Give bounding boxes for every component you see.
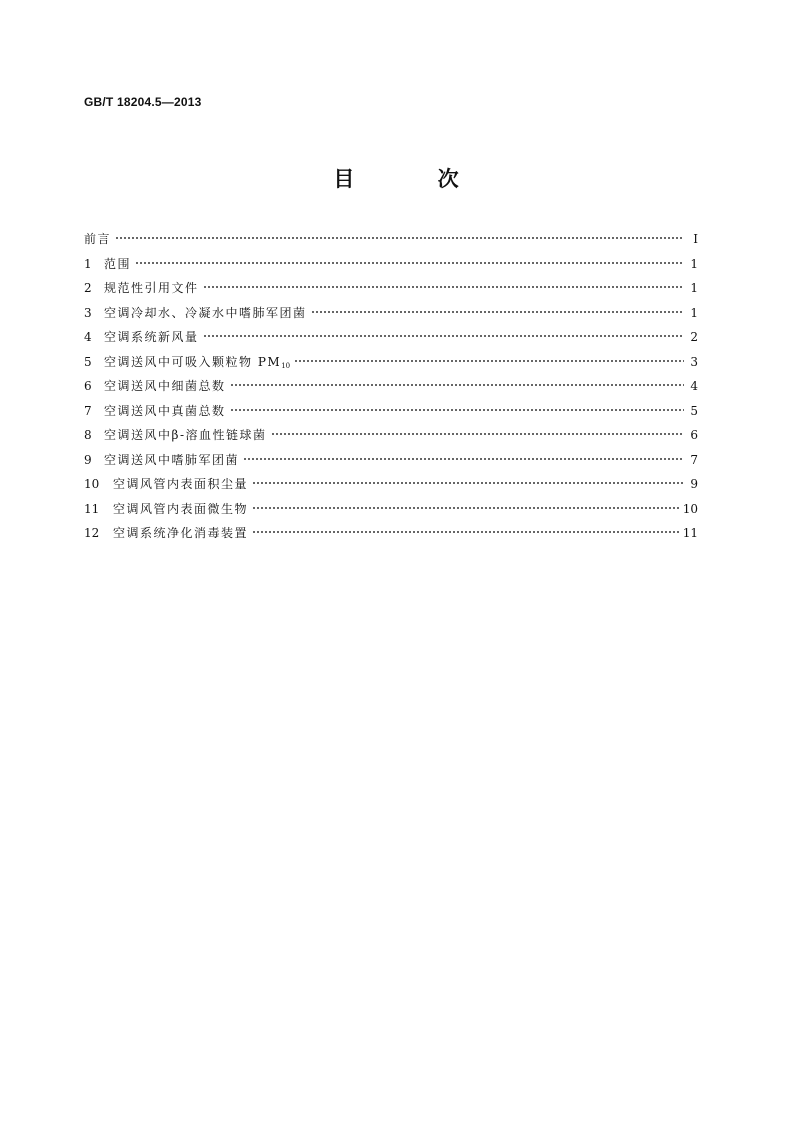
toc-entry-title [113,499,252,519]
toc-entry-page: 5 [690,403,698,418]
dot-leader [252,481,684,485]
dot-leader [311,310,684,314]
toc-entry-page: 9 [690,477,698,491]
toc-entry[interactable] [84,278,698,303]
dot-leader [252,506,679,510]
toc-entry-title-text: 空调送风中嗜肺军团菌 [104,452,240,467]
toc-entry-title [104,327,203,347]
toc-entry-number: 11 [84,501,100,516]
dot-leader [135,261,684,265]
toc-entry[interactable] [84,352,698,377]
toc-entry-title-text: 空调系统净化消毒装置 [113,526,249,540]
dot-leader [230,383,684,387]
toc-entry-title [104,254,135,274]
toc-entry-subscript: 10 [281,361,291,370]
toc-entry-page: 2 [690,330,698,344]
toc-entry-title [104,450,243,470]
toc-entry-title [84,229,115,249]
toc-entry-title-text: 前言 [84,232,112,246]
toc-entry-title-text: 空调风管内表面微生物 [113,501,249,516]
dot-leader [203,285,684,289]
toc-entry[interactable] [84,425,698,450]
toc-entry[interactable] [84,523,698,548]
toc-entry[interactable] [84,450,698,475]
toc-entry-title [104,278,203,298]
toc-entry-number: 7 [84,403,92,418]
toc-entry-page: 3 [690,354,698,369]
toc-entry-number: 5 [84,354,92,369]
toc-entry-title-text: 空调送风中β-溶血性链球菌 [104,428,267,442]
toc-entry[interactable] [84,229,698,254]
toc-entry-title [113,474,252,494]
standard-code: GB/T 18204.5—2013 [84,95,202,109]
dot-leader [271,432,685,436]
dot-leader [230,408,684,412]
toc-entry-title [104,376,230,396]
toc-entry[interactable] [84,303,698,328]
toc-entry-page: 10 [682,501,698,516]
toc-title: 目 次 [333,167,497,191]
toc-entry-title-text: 空调风管内表面积尘量 [113,477,249,491]
toc-entry-title [104,352,294,376]
toc-entry-title-text: 空调冷却水、冷凝水中嗜肺军团菌 [104,305,307,320]
dot-leader [252,530,679,534]
toc-entry-page: 1 [690,281,698,295]
toc-entry-title-text: 空调送风中细菌总数 [104,379,226,393]
toc-entry-title-text: 空调系统新风量 [104,330,199,344]
dot-leader [203,334,684,338]
toc-entry-number: 4 [84,330,92,344]
toc-entry-number: 6 [84,379,92,393]
toc-entry-page: 4 [690,379,698,393]
table-of-contents [84,229,698,548]
toc-entry[interactable] [84,401,698,426]
toc-entry-title [104,425,271,445]
toc-entry-number: 8 [84,428,92,442]
toc-entry-page: 1 [690,305,698,320]
toc-entry-title-text: 范围 [104,256,132,271]
toc-entry[interactable] [84,327,698,352]
dot-leader [243,457,684,461]
toc-entry-page: 6 [690,428,698,442]
toc-entry-number: 12 [84,526,100,540]
toc-entry[interactable] [84,254,698,279]
dot-leader [115,236,684,240]
toc-entry-number: 3 [84,305,92,320]
toc-entry[interactable] [84,376,698,401]
toc-entry-page: Ⅰ [693,232,698,246]
toc-entry-page: 11 [682,526,698,540]
toc-entry-title [104,401,230,421]
toc-entry-number: 1 [84,256,92,271]
toc-entry-number: 10 [84,477,100,491]
toc-entry[interactable] [84,474,698,499]
toc-entry-page: 7 [690,452,698,467]
toc-entry-number: 2 [84,281,92,295]
toc-entry-title-text: 空调送风中可吸入颗粒物 PM [104,354,282,369]
toc-entry[interactable] [84,499,698,524]
dot-leader [294,359,684,363]
toc-entry-title-text: 空调送风中真菌总数 [104,403,226,418]
toc-entry-title [104,303,311,323]
toc-entry-title-text: 规范性引用文件 [104,281,199,295]
toc-entry-number: 9 [84,452,92,467]
toc-entry-title [113,523,252,543]
toc-entry-page: 1 [690,256,698,271]
